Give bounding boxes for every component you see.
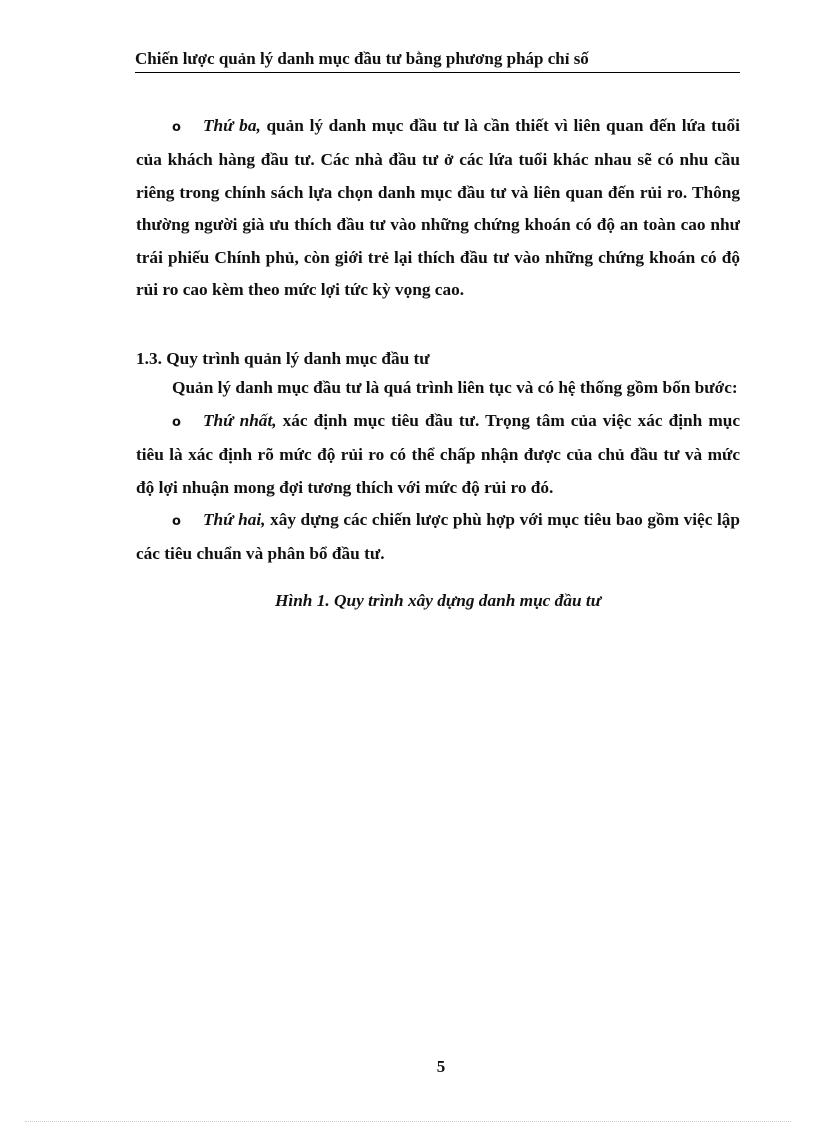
hollow-circle-bullet-icon: o: [172, 120, 181, 135]
section-intro: Quản lý danh mục đầu tư là quá trình liên tục và có hệ thống gồm bốn bước:: [172, 378, 738, 398]
document-body: [136, 110, 740, 613]
page-bottom-divider: [25, 1121, 791, 1122]
bullet-text: quản lý danh mục đầu tư là cần thiết vì liên quan đến lứa tuổi của khách hàng đầu tư. Các nhà đầu tư ở các lứa tuổi khác nhau sẽ có nhu cầu riêng trong chính sách lựa chọn danh mục đầu tư và liên quan đến rủi ro. Thông thường người già ưu thích đầu tư vào những chứng khoán có độ an toàn cao như trái phiếu Chính phủ, còn giới trẻ lại thích đầu tư vào những chứng khoán có độ rủi ro cao kèm theo mức lợi tức kỳ vọng cao.: [136, 116, 740, 300]
list-item-first: [136, 405, 740, 504]
list-item-third: [136, 110, 740, 306]
hollow-circle-bullet-icon: o: [172, 414, 181, 430]
page-header: Chiến lược quản lý danh mục đầu tư bằng phương pháp chỉ số: [135, 48, 740, 73]
list-item-second: [136, 504, 740, 571]
page-number: 5: [436, 1057, 446, 1076]
bullet-term: Thứ ba,: [203, 116, 261, 135]
hollow-circle-bullet-icon: o: [172, 514, 181, 530]
section-heading: 1.3. Quy trình quản lý danh mục đầu tư: [136, 349, 430, 369]
bullet-term: Thứ nhất,: [203, 410, 277, 430]
bullet-text: xác định mục tiêu đầu tư. Trọng tâm của việc xác định mục tiêu là xác định rõ mức độ rủi ro có thể chấp nhận được của chủ đầu tư và mức độ lợi nhuận mong đợi tương thích với mức độ rủi ro đó.: [136, 410, 741, 497]
bullet-term: Thứ hai,: [203, 510, 266, 530]
figure-caption: Hình 1. Quy trình xây dựng danh mục đầu tư: [274, 590, 602, 610]
bullet-text: xây dựng các chiến lược phù hợp với mục tiêu bao gồm việc lập các tiêu chuẩn và phân bổ đầu tư.: [136, 510, 741, 564]
